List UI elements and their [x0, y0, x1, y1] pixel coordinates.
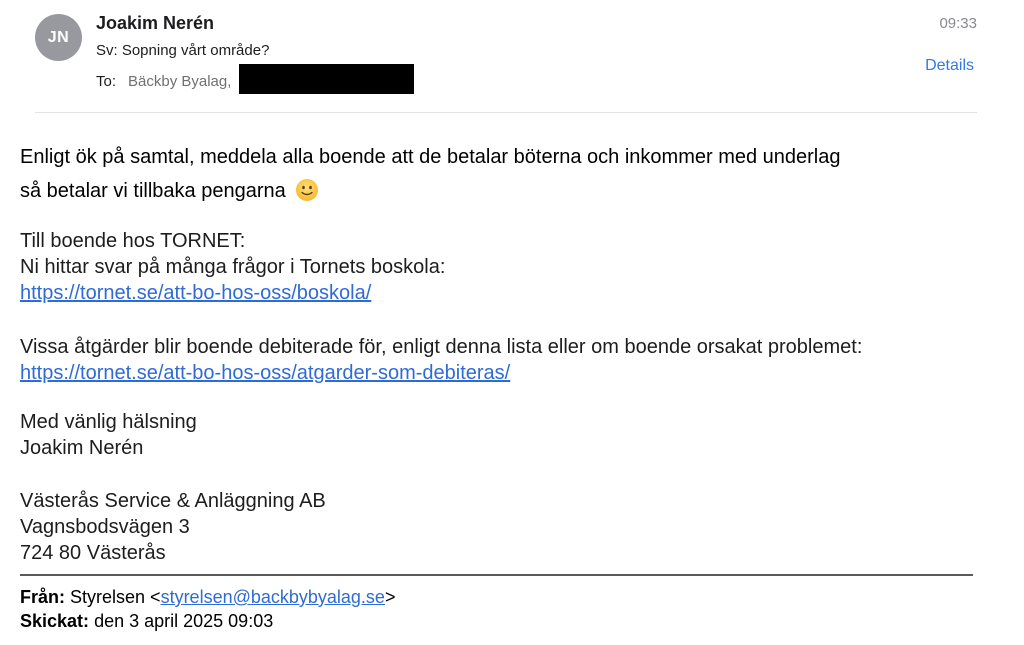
header-divider — [35, 112, 977, 113]
city-address: 724 80 Västerås — [20, 542, 166, 564]
greeting: Med vänlig hälsning — [20, 411, 197, 433]
from-email-link[interactable]: styrelsen@backbybyalag.se — [160, 587, 385, 607]
tornet-text: Ni hittar svar på många frågor i Tornets boskola: — [20, 256, 446, 278]
slightly-smiling-face-icon — [295, 178, 319, 202]
subject-line: Sv: Sopning vårt område? — [96, 42, 270, 59]
debit-section — [20, 334, 862, 386]
sender-name[interactable]: Joakim Nerén — [96, 13, 215, 33]
sent-label: Skickat: — [20, 611, 90, 631]
company-name: Västerås Service & Anläggning AB — [20, 490, 326, 512]
recipient-name[interactable]: Bäckby Byalag, — [128, 72, 232, 90]
from-label: Från: — [20, 587, 65, 607]
recipients-row — [96, 68, 414, 94]
boskola-link[interactable]: https://tornet.se/att-bo-hos-oss/boskola/ — [20, 282, 372, 304]
quoted-sent-row — [20, 609, 395, 633]
to-label: To: — [96, 72, 117, 90]
redacted-recipient — [239, 64, 414, 94]
street-address: Vagnsbodsvägen 3 — [20, 516, 190, 538]
signature-greeting — [20, 409, 197, 461]
message-header — [0, 0, 1024, 115]
intro-line-2-text: så betalar vi tillbaka pengarna — [20, 180, 286, 202]
debit-text: Vissa åtgärder blir boende debiterade för, enligt denna lista eller om boende orsakat problemet: — [20, 336, 863, 358]
from-end: > — [384, 587, 396, 607]
intro-line-2 — [20, 174, 1010, 208]
from-name: Styrelsen < — [70, 587, 161, 607]
details-button[interactable]: Details — [925, 57, 974, 74]
avatar[interactable]: JN — [35, 14, 82, 61]
signature-name: Joakim Nerén — [20, 437, 144, 459]
tornet-heading: Till boende hos TORNET: — [20, 230, 246, 252]
quote-divider — [20, 574, 973, 576]
intro-line-1: Enligt ök på samtal, meddela alla boende att de betalar böterna och inkommer med underlag — [20, 146, 841, 168]
debiteras-link[interactable]: https://tornet.se/att-bo-hos-oss/atgarder-som-debiteras/ — [20, 362, 511, 384]
quoted-header — [20, 585, 395, 633]
tornet-section — [20, 228, 445, 306]
received-time: 09:33 — [939, 15, 977, 32]
signature-company — [20, 488, 326, 566]
message-body — [20, 140, 1010, 208]
sent-value: den 3 april 2025 09:03 — [94, 611, 274, 631]
quoted-from-row — [20, 585, 395, 609]
